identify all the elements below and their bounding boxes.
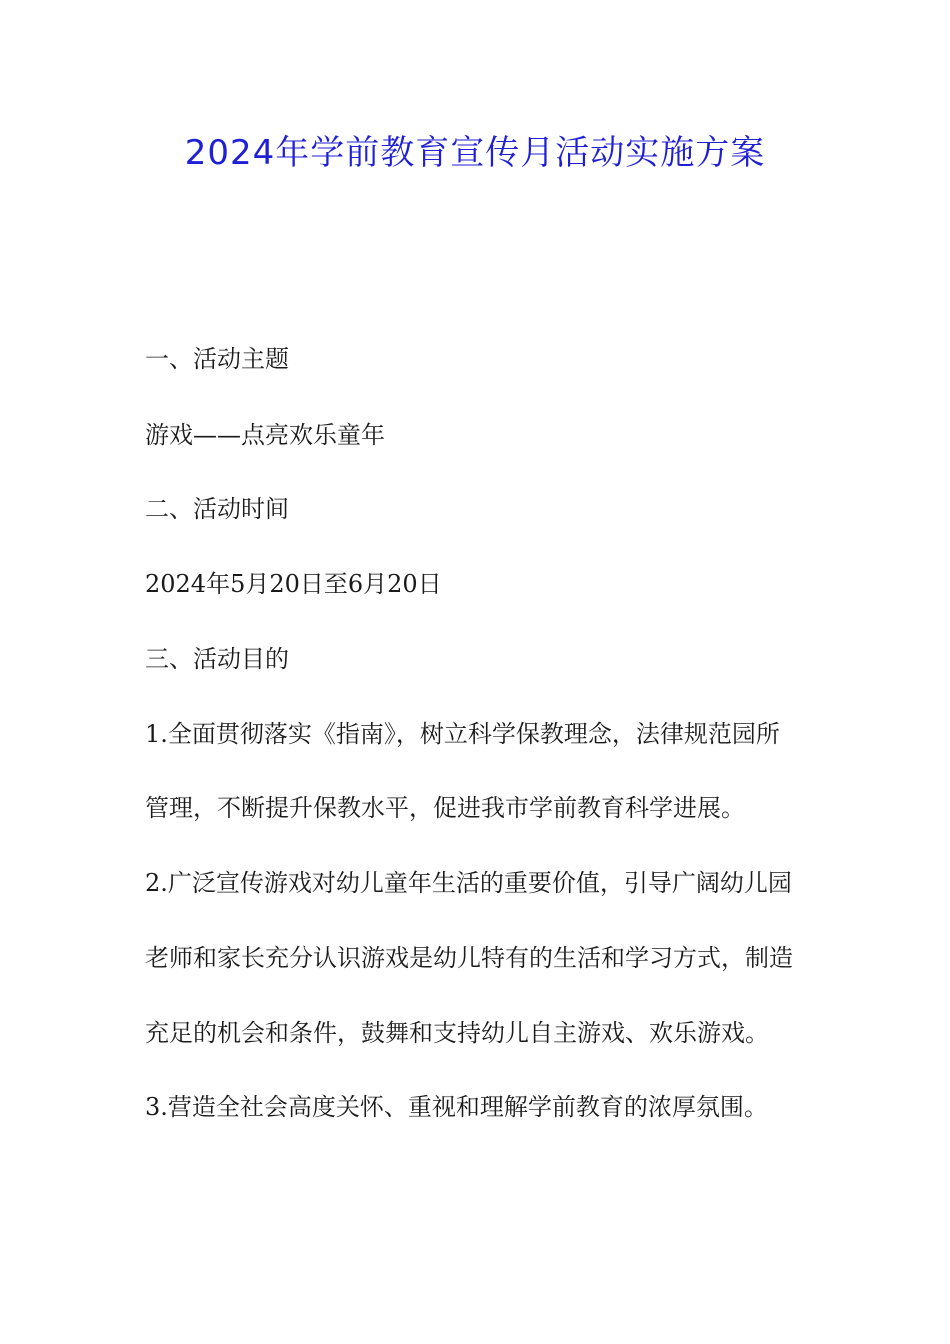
section-heading-time: 二、活动时间	[145, 495, 289, 523]
theme-text: 游戏——点亮欢乐童年	[145, 421, 385, 449]
purpose-item-1-line-2: 管理，不断提升保教水平，促进我市学前教育科学进展。	[145, 794, 745, 822]
time-text: 2024年5月20日至6月20日	[145, 570, 442, 598]
purpose-item-2-line-3: 充足的机会和条件，鼓舞和支持幼儿自主游戏、欢乐游戏。	[145, 1019, 769, 1047]
purpose-item-3-line-1: 3.营造全社会高度关怀、重视和理解学前教育的浓厚氛围。	[145, 1093, 768, 1121]
document-title: 2024年学前教育宣传月活动实施方案	[184, 133, 766, 173]
section-heading-purpose: 三、活动目的	[145, 645, 289, 673]
section-heading-theme: 一、活动主题	[145, 345, 289, 373]
purpose-item-1-line-1: 1.全面贯彻落实《指南》，树立科学保教理念，法律规范园所	[145, 720, 780, 748]
purpose-item-2-line-1: 2.广泛宣传游戏对幼儿童年生活的重要价值，引导广阔幼儿园	[145, 869, 792, 897]
purpose-item-2-line-2: 老师和家长充分认识游戏是幼儿特有的生活和学习方式，制造	[145, 944, 793, 972]
